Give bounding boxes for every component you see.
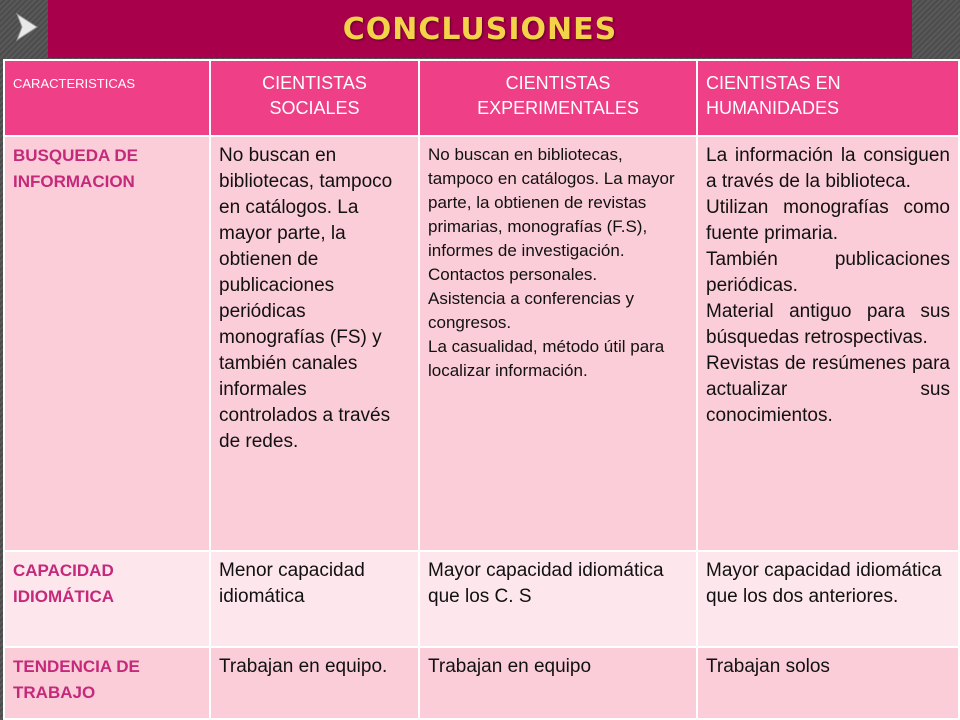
cell-experimentales-tendencia: Trabajan en equipo	[419, 647, 697, 719]
list-item: Material antiguo para sus búsquedas retrospectivas.	[706, 301, 950, 348]
title-bar	[48, 0, 912, 58]
list-item: No buscan en bibliotecas, tampoco en catálogos. La mayor parte, la obtienen de revistas primarias, monografías (F.S), informes de investigación. Contactos personales.	[428, 145, 675, 284]
list-item: Asistencia a conferencias y congresos.	[428, 289, 634, 332]
cell-sociales-tendencia: Trabajan en equipo.	[210, 647, 419, 719]
row-label-capacidad: CAPACIDAD IDIOMÁTICA	[4, 551, 210, 647]
header-cientistas-experimentales: CIENTISTAS EXPERIMENTALES	[419, 60, 697, 136]
table-header-row	[4, 60, 959, 136]
comparison-table	[3, 59, 960, 720]
row-label-tendencia: TENDENCIA DE TRABAJO	[4, 647, 210, 719]
cell-experimentales-busqueda	[419, 136, 697, 551]
list-item: Revistas de resúmenes para actualizar sus conocimientos.	[706, 353, 950, 426]
list-item: También publicaciones periódicas.	[706, 249, 950, 296]
list-item: La casualidad, método útil para localizar información.	[428, 337, 665, 380]
cell-sociales-busqueda: No buscan en bibliotecas, tampoco en catálogos. La mayor parte, la obtienen de publicaciones periódicas monografías (FS) y también canales informales controlados a través de redes.	[210, 136, 419, 551]
header-cientistas-humanidades: CIENTISTAS EN HUMANIDADES	[697, 60, 959, 136]
table-row	[4, 136, 959, 551]
cell-humanidades-busqueda	[697, 136, 959, 551]
cell-humanidades-capacidad: Mayor capacidad idiomática que los dos anteriores.	[697, 551, 959, 647]
bullet-arrow-icon	[8, 8, 46, 46]
list-item: Utilizan monografías como fuente primaria.	[706, 197, 950, 244]
slide-title: CONCLUSIONES	[342, 11, 618, 47]
table-row	[4, 647, 959, 719]
row-label-busqueda: BUSQUEDA DE INFORMACION	[4, 136, 210, 551]
cell-humanidades-tendencia: Trabajan solos	[697, 647, 959, 719]
list-item: La información la consiguen a través de la biblioteca.	[706, 145, 950, 192]
cell-experimentales-capacidad: Mayor capacidad idiomática que los C. S	[419, 551, 697, 647]
table-row	[4, 551, 959, 647]
header-cientistas-sociales: CIENTISTAS SOCIALES	[210, 60, 419, 136]
header-caracteristicas: CARACTERISTICAS	[4, 60, 210, 136]
cell-sociales-capacidad: Menor capacidad idiomática	[210, 551, 419, 647]
